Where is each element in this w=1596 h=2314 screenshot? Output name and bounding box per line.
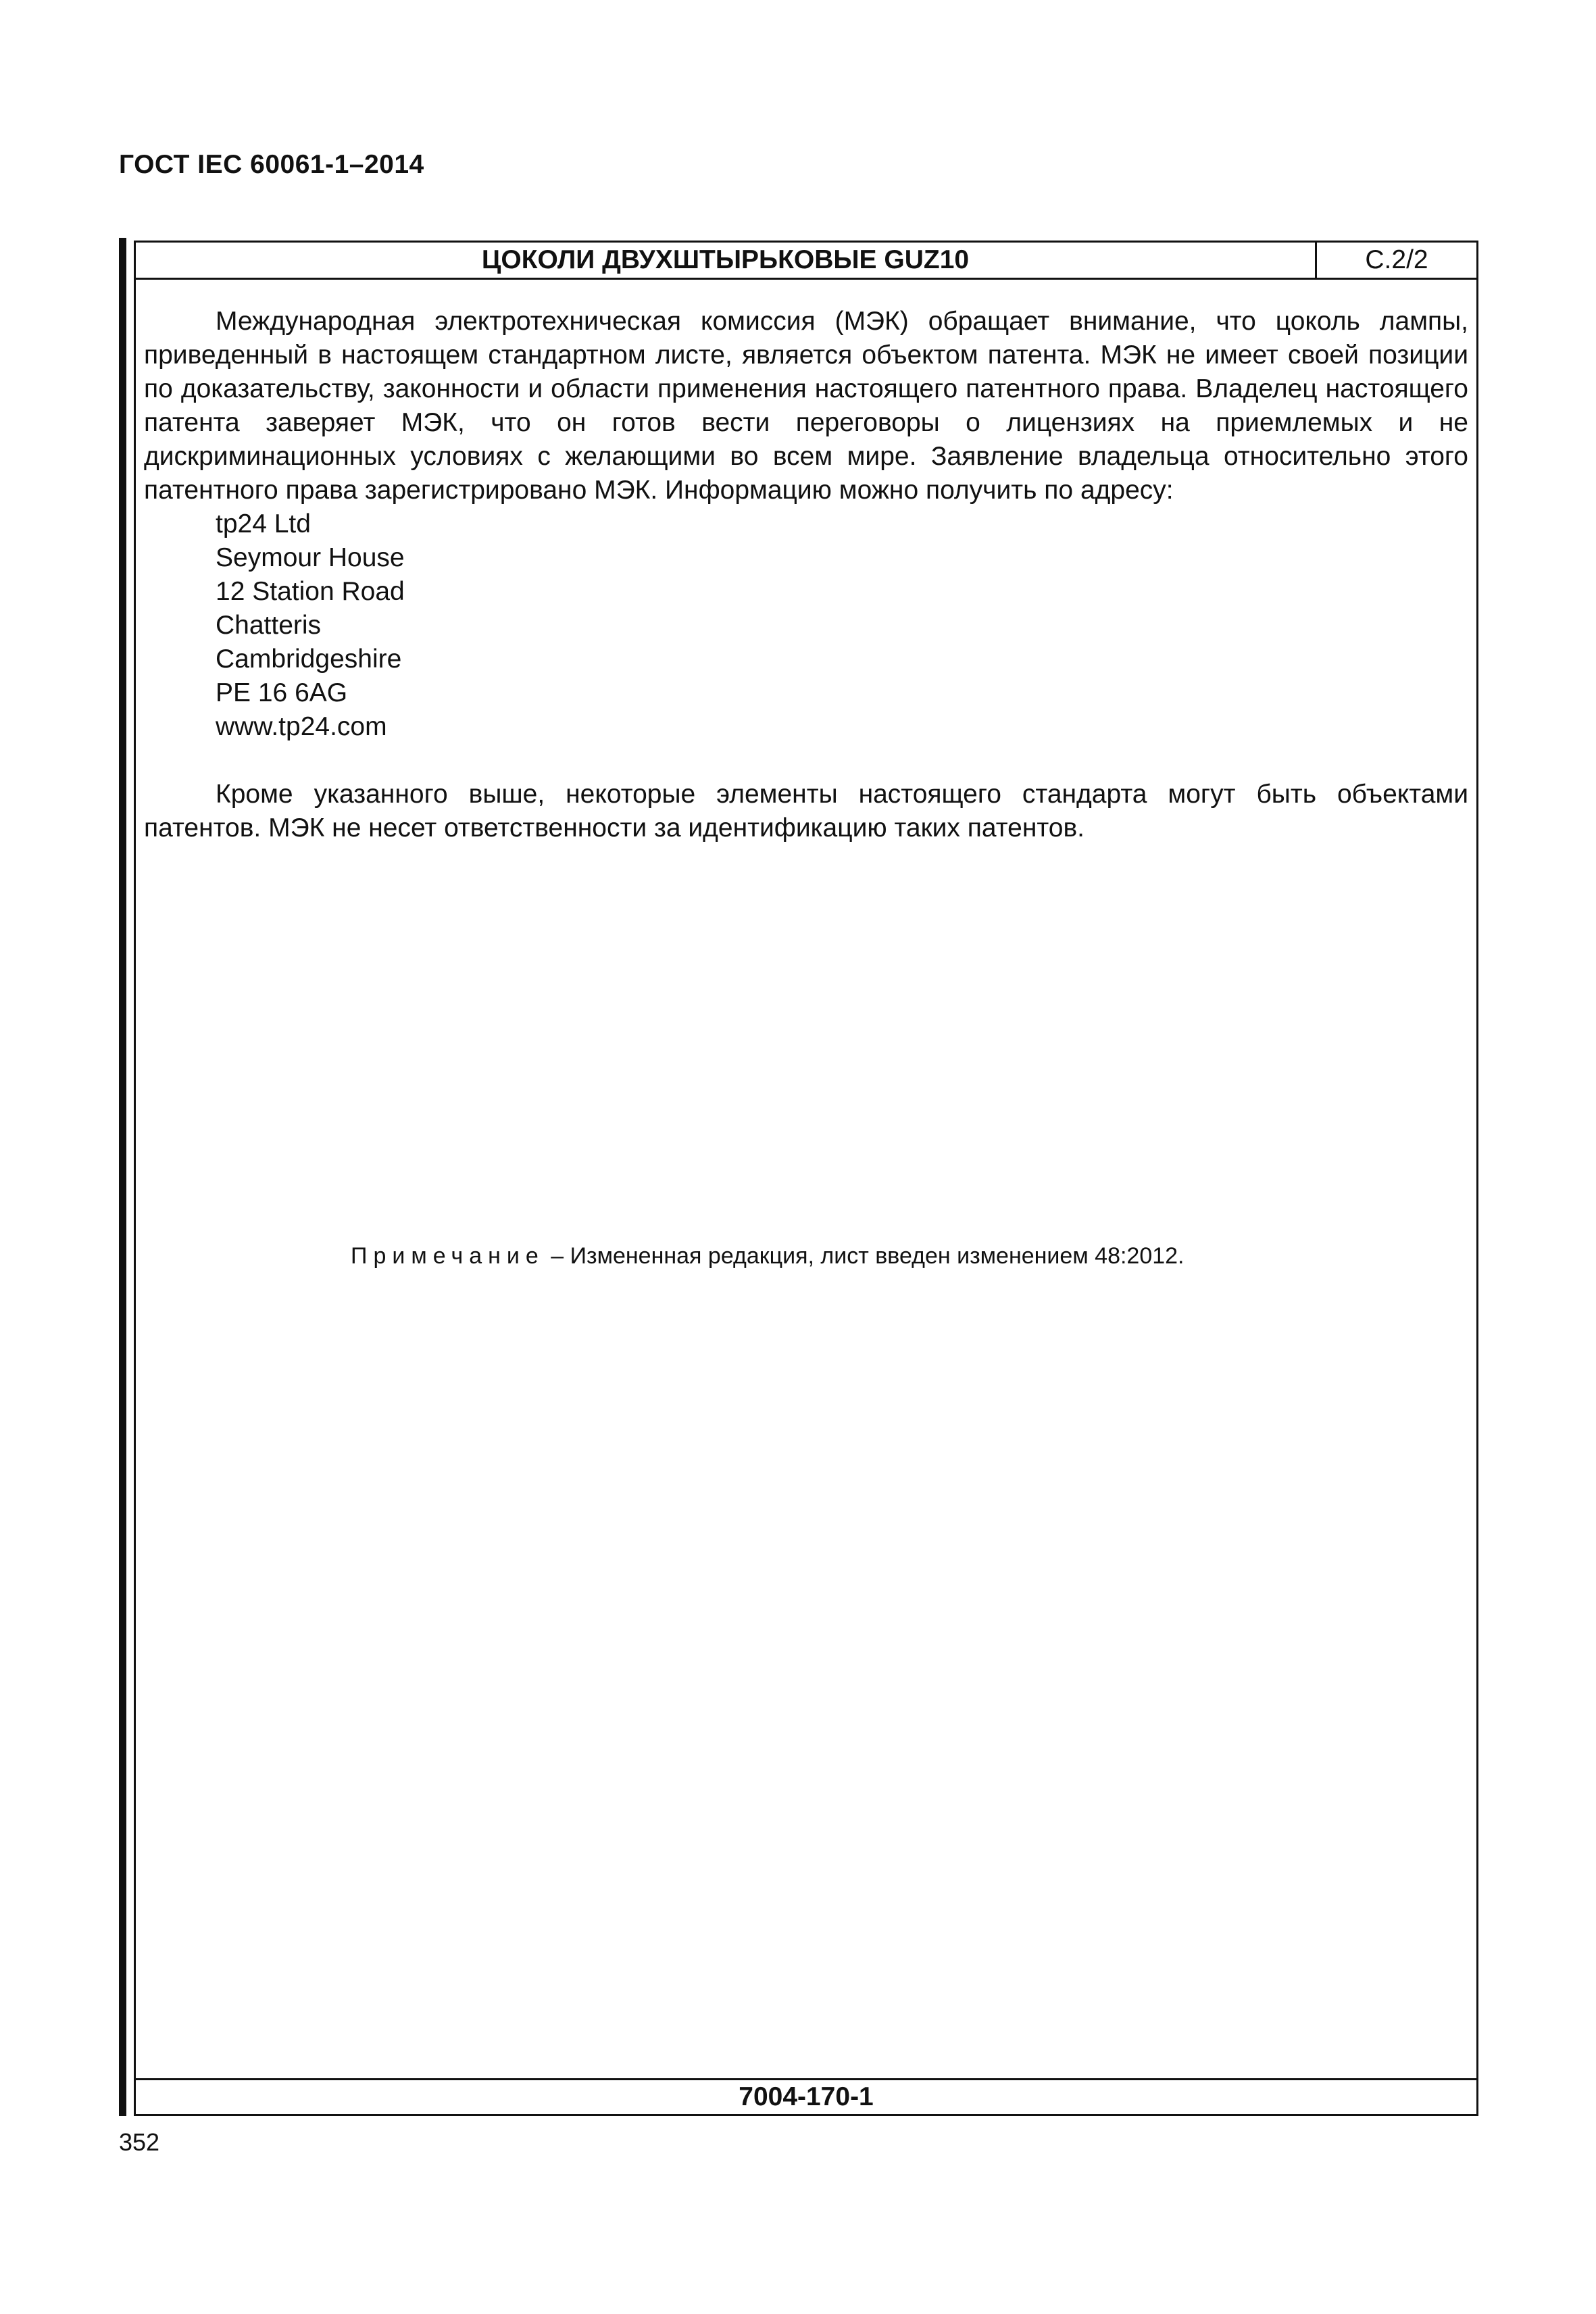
- sheet-content: [144, 305, 1468, 845]
- address-line: Seymour House: [216, 543, 405, 572]
- sheet-title-row: [136, 243, 1476, 280]
- address-line: www.tp24.com: [216, 712, 387, 741]
- page-number: 352: [119, 2128, 160, 2156]
- disclaimer-paragraph: Кроме указанного выше, некоторые элементы настоящего стандарта могут быть объектами патентов. МЭК не несет ответственности за идентификацию таких патентов.: [144, 780, 1468, 842]
- sheet-title: ЦОКОЛИ ДВУХШТЫРЬКОВЫЕ GUZ10: [136, 243, 1317, 278]
- revision-change-bar: [119, 238, 126, 2116]
- address-line: 12 Station Road: [216, 577, 405, 606]
- patent-holder-address: [216, 507, 1468, 744]
- document-header: ГОСТ IEC 60061-1–2014: [119, 150, 424, 179]
- sheet-number: С.2/2: [1365, 245, 1428, 274]
- patent-paragraph: Международная электротехническая комиссия (МЭК) обращает внимание, что цоколь лампы, приведенный в настоящем стандартном листе, является объектом патента. МЭК не имеет своей позиции по доказательству, законности и области применения настоящего патентного права. Владелец настоящего патента заверяет МЭК, что он готов вести переговоры о лицензиях на приемлемых и не дискриминационных условиях с желающими во всем мире. Заявление владельца относительно этого патентного права зарегистрировано МЭК. Информацию можно получить по адресу:: [144, 307, 1468, 505]
- address-line: Chatteris: [216, 611, 322, 640]
- note-text: – Измененная редакция, лист введен изменением 48:2012.: [544, 1243, 1184, 1269]
- address-line: PE 16 6AG: [216, 678, 348, 707]
- standard-sheet-frame: [134, 241, 1478, 2116]
- note-label: Примечание: [351, 1243, 545, 1269]
- note: [351, 1242, 1184, 1269]
- address-line: Cambridgeshire: [216, 645, 402, 674]
- sheet-code: 7004-170-1: [136, 2078, 1476, 2114]
- address-line: tp24 Ltd: [216, 509, 311, 538]
